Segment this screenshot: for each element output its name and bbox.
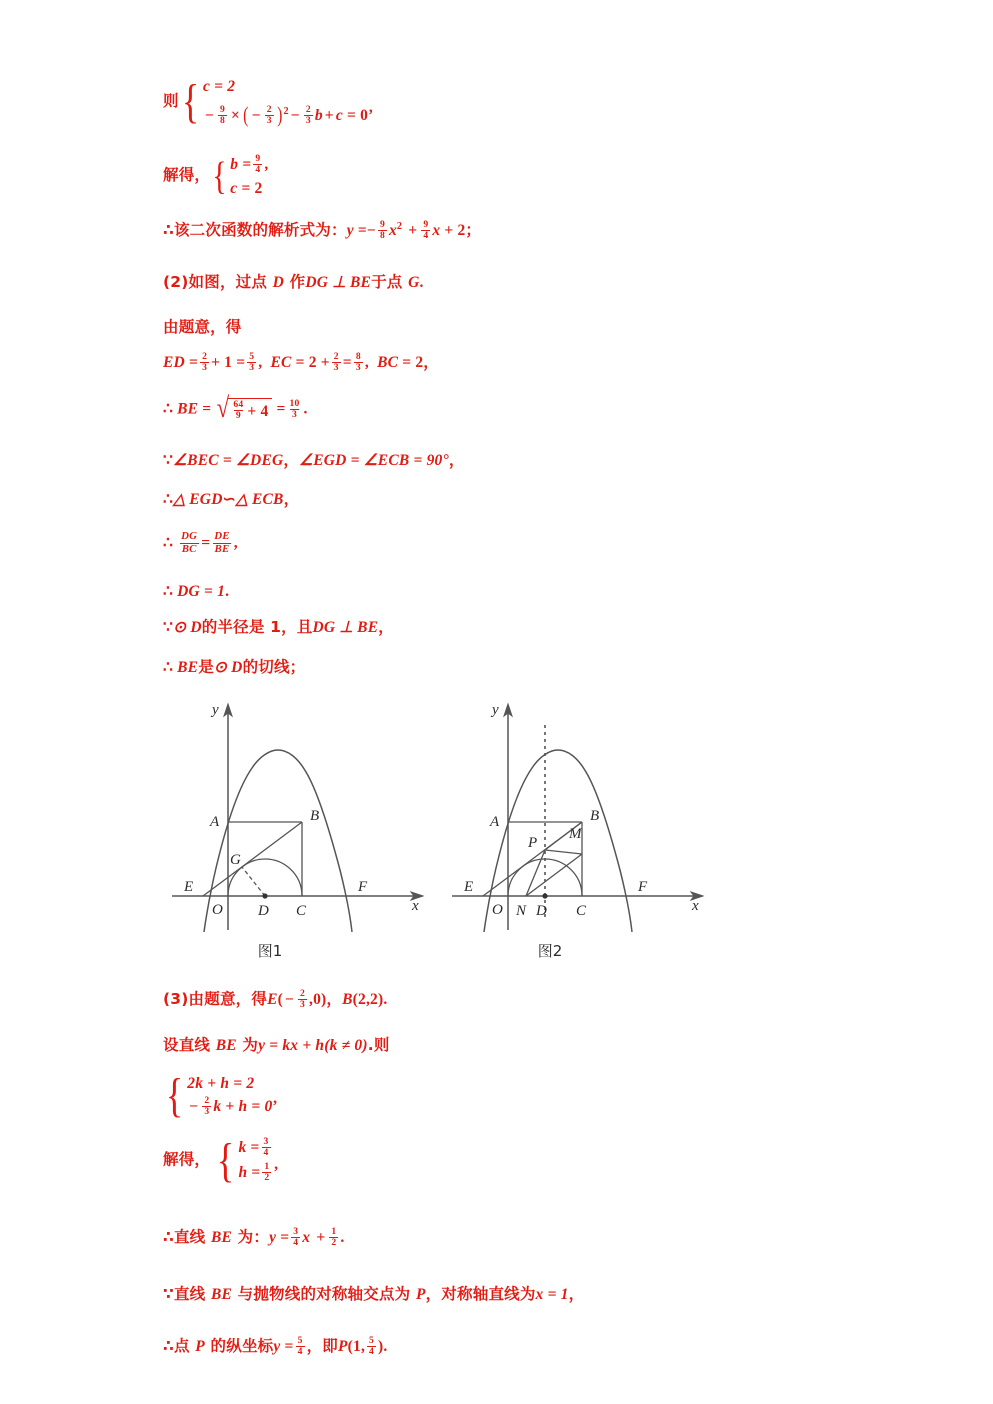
line5-text: 由题意，得 [163, 318, 242, 336]
solution-line-15 [163, 1038, 390, 1054]
label-E: E [464, 879, 474, 895]
frac-den: 3 [300, 999, 306, 1011]
solution-line-5 [163, 320, 242, 336]
angle-equality-1: ∠BEC = ∠DEG [173, 452, 284, 469]
figure-1-svg [172, 692, 437, 932]
solution-line-13 [163, 660, 305, 676]
line15-text-3: .则 [367, 1036, 390, 1054]
var-c: c [230, 180, 238, 198]
solution-line-17 [163, 1133, 279, 1187]
parabola-curve [204, 750, 352, 932]
frac-num: 3 [293, 1226, 299, 1238]
paren-close: ) [276, 101, 283, 127]
comma: , [233, 534, 238, 552]
solution-line-3 [163, 221, 481, 242]
equals: = [342, 354, 352, 372]
line-BE: BE [210, 1229, 233, 1247]
frac-den: 3 [355, 362, 361, 374]
frac-num: 5 [369, 1335, 375, 1347]
frac-num: 1 [264, 1161, 270, 1173]
because-symbol: ∵ [163, 452, 174, 469]
equals: = [280, 1229, 290, 1247]
equals: = [250, 1139, 260, 1157]
triangle-EGD: △ EGD [173, 491, 223, 508]
circle-D: ⊙ D [213, 659, 243, 676]
var-y: y [269, 1229, 277, 1247]
line4-text-3: 于点 [371, 273, 409, 291]
frac-num-DG: DG [181, 530, 198, 543]
equation-system-2 [210, 155, 268, 198]
paren-open: ( [243, 101, 249, 127]
point-D: D [272, 274, 285, 291]
figure-1-caption: 图1 [257, 942, 283, 960]
minus-sign: − [189, 1097, 199, 1115]
solution-line-8 [163, 453, 465, 469]
comma: , [364, 354, 369, 372]
frac-num: 5 [297, 1335, 303, 1347]
label-G: G [230, 852, 241, 868]
line3-text: ∴该二次函数的解析式为： [163, 221, 347, 240]
solution-line-6 [163, 353, 439, 374]
segment-PM [545, 850, 582, 854]
solution-line-12 [163, 620, 394, 636]
frac-den: 2 [264, 1172, 270, 1184]
point-P-2: P [337, 1338, 348, 1356]
solution-line-10 [163, 532, 238, 556]
var-x: x [302, 1229, 311, 1247]
semicircle-D [508, 859, 582, 896]
radius-text: 的半径是 1，且 [201, 618, 313, 636]
comma: ， [448, 451, 465, 469]
period: . [303, 400, 308, 418]
frac-den: 4 [255, 164, 261, 176]
angle-equality-2: ∠EGD = ∠ECB = 90° [299, 452, 449, 469]
therefore-symbol: ∴ [163, 534, 174, 552]
comma: ， [326, 990, 343, 1009]
equals-2: = [276, 400, 286, 418]
minus-sign: − [204, 106, 215, 124]
solution-line-16 [163, 1069, 278, 1123]
equation-system-1 [179, 75, 374, 129]
frac-den: 3 [292, 408, 298, 420]
frac-den: 3 [204, 1106, 210, 1118]
point-D-marker [542, 893, 547, 898]
solution-line-14 [163, 990, 387, 1011]
frac-num: 3 [263, 1136, 269, 1148]
frac-den: 4 [369, 1346, 375, 1358]
label-B: B [590, 808, 600, 824]
equation-system-3 [163, 1069, 278, 1123]
var-b: b [230, 156, 239, 174]
point-E: E [267, 991, 278, 1009]
solution-line-11 [163, 584, 229, 600]
equals-minus: =− [357, 222, 376, 240]
minus-sign: − [284, 991, 295, 1009]
frac-den: 3 [202, 362, 208, 374]
period: . [225, 583, 230, 600]
coord-B: (2,2) [352, 991, 384, 1009]
parabola-curve [484, 750, 632, 932]
line19-text: 与抛物线的对称轴交点为 [232, 1285, 416, 1303]
frac-den: 3 [333, 362, 339, 374]
line20-text: 的纵坐标 [204, 1337, 274, 1356]
left-brace-icon: { [212, 153, 227, 198]
frac-num: 9 [379, 219, 385, 231]
solution-line-19 [163, 1287, 584, 1303]
line15-text-2: 为 [236, 1036, 259, 1054]
is-text: 是 [198, 658, 214, 676]
equals-2-plus: = 2 + [295, 354, 330, 372]
period: . [383, 991, 388, 1009]
because-symbol: ∵ [163, 619, 174, 636]
solution-line-2 [163, 155, 268, 198]
plus-sign: + [316, 1229, 326, 1247]
line19-prefix: ∵直线 [163, 1285, 211, 1303]
label-y-axis: y [492, 702, 499, 718]
var-x: x [388, 222, 397, 240]
perp-DG-BE: DG ⊥ BE [305, 274, 372, 291]
frac-den: 8 [220, 114, 226, 126]
frac-den: 4 [263, 1147, 269, 1159]
frac-den: 3 [305, 114, 311, 126]
seg-BE: BE [177, 400, 199, 418]
equals: = [202, 400, 212, 418]
coord-open: (1, [347, 1338, 366, 1356]
equals-2: = 2， [402, 354, 439, 372]
frac-num: 9 [255, 153, 261, 165]
minus-sign-3: − [290, 106, 300, 124]
equals: = [251, 1164, 261, 1182]
point-G: G [408, 274, 420, 291]
var-b: b [314, 106, 323, 124]
seg-BC: BC [377, 354, 399, 372]
trailing-comma: ’ [272, 1097, 278, 1115]
label-F: F [358, 879, 368, 895]
plus-sign: + [408, 222, 418, 240]
var-y: y [273, 1338, 281, 1356]
line15-text: 设直线 [163, 1036, 216, 1054]
line2-prefix: 解得， [163, 166, 211, 185]
line4-text-2: 作 [284, 273, 306, 291]
DG-equals-1: DG = 1 [177, 583, 226, 600]
frac-num: 10 [289, 397, 300, 409]
var-y: y [346, 222, 354, 240]
label-D: D [536, 903, 547, 919]
left-brace-icon: { [217, 1133, 235, 1187]
frac-num: 9 [423, 219, 429, 231]
comma: ， [283, 490, 300, 508]
therefore-symbol: ∴ [163, 400, 178, 418]
therefore-symbol: ∴ [163, 583, 178, 600]
left-brace-icon: { [181, 75, 200, 129]
equals-zero: = 0 [347, 106, 369, 124]
perp-DG-BE: DG ⊥ BE [312, 619, 379, 636]
label-N: N [516, 903, 527, 919]
line1-prefix: 则 [163, 91, 179, 110]
label-B: B [310, 808, 320, 824]
var-x-2: x [432, 222, 441, 240]
frac-den: 2 [331, 1237, 337, 1249]
label-A: A [210, 814, 220, 830]
axis-equation: x = 1 [535, 1286, 569, 1303]
equals-2: = 2 [241, 180, 263, 198]
label-A: A [490, 814, 500, 830]
exponent: 2 [283, 105, 289, 117]
coord-zero: ,0) [309, 991, 327, 1009]
solution-line-20 [163, 1337, 388, 1358]
eq-2k-plus-h: 2k + h = 2 [187, 1075, 255, 1092]
line-BE: BE [210, 1286, 233, 1303]
point-D-marker [262, 893, 267, 898]
eq-c-equals-2: c = 2 [202, 78, 236, 95]
line19-text-2: ，对称轴直线为 [425, 1285, 536, 1303]
point-P: P [415, 1286, 426, 1303]
label-C: C [296, 903, 307, 919]
frac-den: 3 [249, 362, 255, 374]
comma: ， [306, 1337, 323, 1356]
var-h: h [238, 1164, 248, 1182]
plus-one-equals: + 1 = [211, 354, 246, 372]
solution-line-7 [163, 392, 308, 424]
dashed-segment-DG [242, 867, 265, 896]
eq-k-plus-h: k + h = 0 [213, 1097, 273, 1115]
line-BE: BE [215, 1037, 237, 1054]
therefore-symbol: ∴ [163, 491, 174, 508]
comma: , [264, 156, 269, 174]
label-C: C [576, 903, 587, 919]
frac-den: 3 [266, 114, 272, 126]
frac-num: 1 [331, 1226, 337, 1238]
frac-den: 4 [293, 1237, 299, 1249]
line18-text: 为： [232, 1228, 270, 1247]
frac-num: 8 [355, 351, 361, 363]
comma: ， [283, 451, 300, 469]
solution-line-4 [163, 275, 424, 291]
circle-D: ⊙ D [173, 619, 202, 636]
label-O: O [492, 902, 503, 918]
frac-num: 2 [204, 1095, 210, 1107]
frac-den: 4 [423, 230, 429, 242]
equals: = [189, 354, 199, 372]
square-root [215, 392, 272, 424]
label-M: M [569, 826, 582, 842]
frac-num-DE: DE [214, 530, 230, 543]
figure-2-caption: 图2 [537, 942, 563, 960]
frac-num: 2 [202, 351, 208, 363]
solution-line-18 [163, 1228, 344, 1249]
frac-den: 9 [235, 410, 241, 422]
seg-BE: BE [177, 659, 199, 676]
equation-system-4 [214, 1133, 279, 1187]
point-P: P [195, 1338, 205, 1356]
line17-prefix: 解得， [163, 1150, 211, 1169]
label-y-axis: y [212, 702, 219, 718]
frac-num: 2 [305, 103, 311, 115]
equals: = [242, 156, 252, 174]
frac-den: 8 [379, 230, 385, 242]
frac-num: 2 [300, 988, 306, 1000]
frac-num: 5 [249, 351, 255, 363]
point-B: B [342, 991, 353, 1009]
radical-sign-icon: √ [217, 392, 230, 424]
equals: = [201, 534, 211, 552]
plus-sign: + [324, 106, 334, 124]
solution-line-1 [163, 75, 374, 129]
line20-prefix: ∴点 [163, 1337, 196, 1356]
period: . [383, 1338, 388, 1356]
similar-symbol: ∽ [222, 491, 236, 508]
times-sign: × [231, 106, 241, 124]
label-D: D [258, 903, 269, 919]
paren-open: ( [277, 991, 283, 1009]
left-brace-icon: { [165, 1069, 184, 1123]
linear-equation: y = kx + h(k ≠ 0) [258, 1037, 368, 1054]
label-x-axis: x [692, 898, 699, 914]
namely-text: 即 [322, 1337, 338, 1356]
minus-sign-2: − [251, 106, 261, 124]
label-E: E [184, 879, 194, 895]
exponent: 2 [396, 220, 403, 232]
frac-num: 64 [233, 399, 244, 411]
triangle-ECB: △ ECB [235, 491, 284, 508]
line14-prefix: (3)由题意，得 [163, 990, 268, 1009]
therefore-symbol: ∴ [163, 659, 178, 676]
period: . [340, 1229, 345, 1247]
plus-two: + 2； [444, 222, 482, 240]
comma: , [258, 354, 263, 372]
label-F: F [638, 879, 648, 895]
var-k: k [238, 1139, 247, 1157]
plus-four: + 4 [247, 402, 269, 420]
line18-prefix: ∴直线 [163, 1228, 211, 1247]
seg-EC: EC [270, 354, 292, 372]
label-P: P [528, 835, 538, 851]
frac-num: 9 [220, 103, 226, 115]
seg-ED: ED [163, 354, 185, 372]
figure-2 [452, 692, 717, 932]
solution-line-9 [163, 492, 299, 508]
figure-1 [172, 692, 437, 932]
line4-text: (2)如图，过点 [163, 273, 273, 291]
frac-den-BE: BE [214, 542, 230, 555]
coord-close: ) [378, 1338, 384, 1356]
frac-den-BC: BC [181, 542, 197, 555]
figure-2-svg [452, 692, 717, 932]
frac-num: 2 [266, 103, 272, 115]
trailing-comma: ’ [273, 1164, 279, 1182]
tangent-text: 的切线； [242, 658, 306, 676]
frac-den: 4 [297, 1346, 303, 1358]
label-x-axis: x [412, 898, 419, 914]
comma: ， [378, 618, 394, 636]
var-c: c [335, 106, 343, 124]
label-O: O [212, 902, 223, 918]
equals: = [284, 1338, 294, 1356]
comma: ， [568, 1285, 585, 1303]
frac-num: 2 [333, 351, 339, 363]
period: . [419, 274, 424, 291]
trailing-comma: ’ [368, 106, 374, 124]
